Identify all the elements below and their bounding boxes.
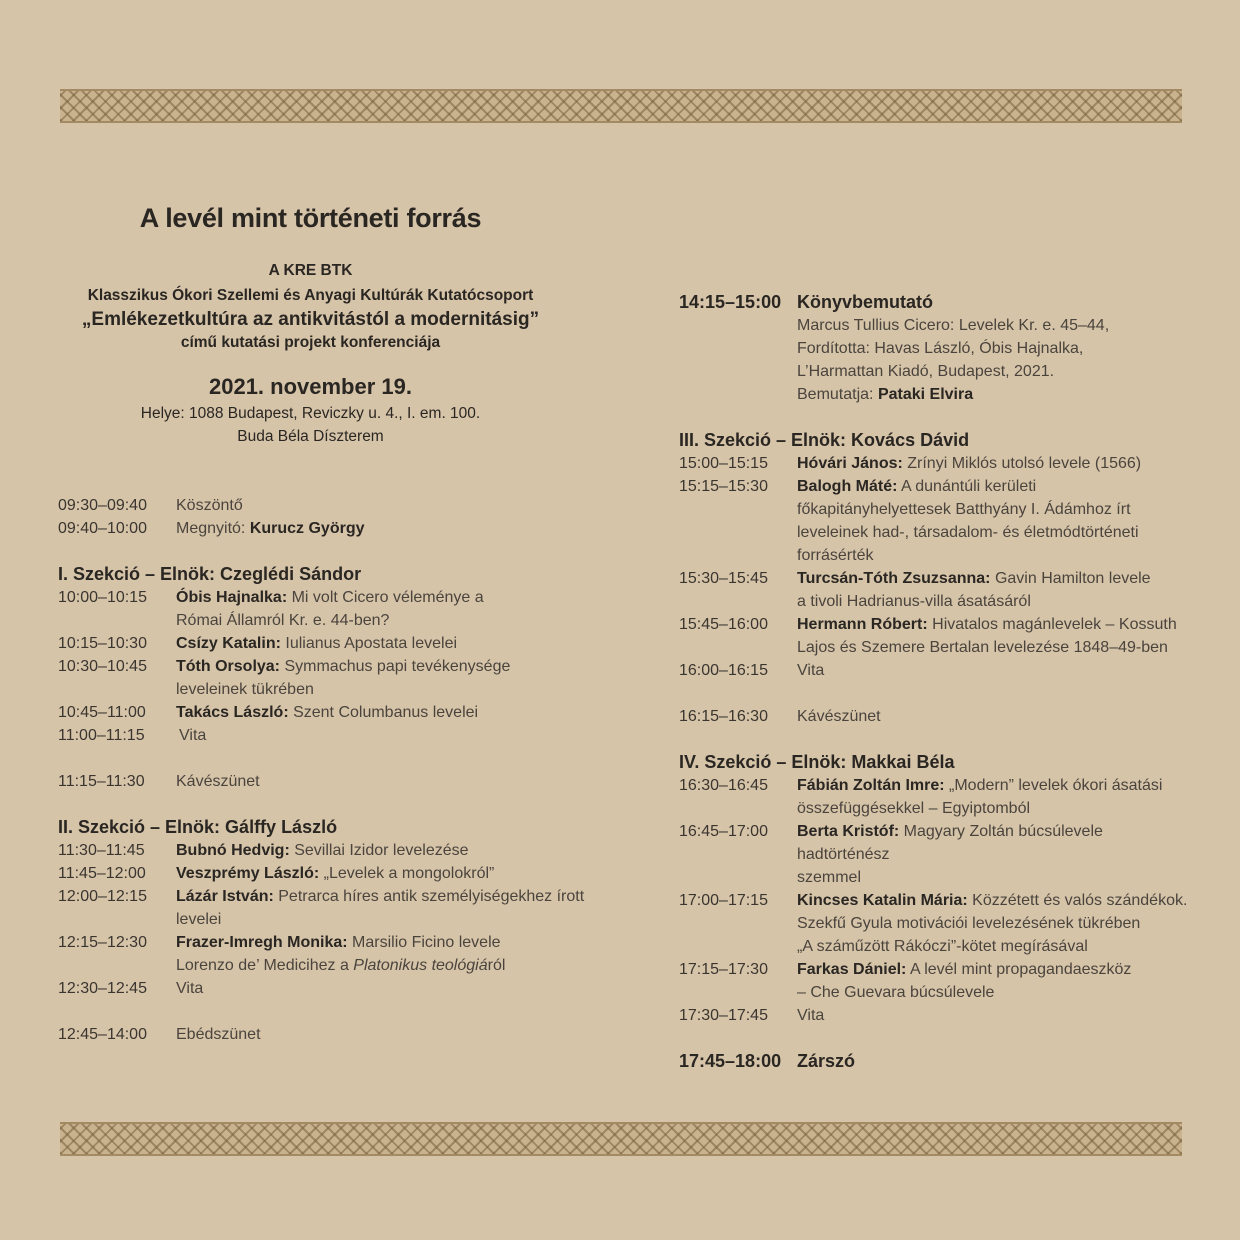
schedule-row: [58, 977, 628, 1000]
desc: [797, 475, 1199, 567]
time: 09:40–10:00: [58, 520, 147, 537]
time: 10:00–10:15: [58, 589, 147, 606]
speaker: Csízy Katalin:: [176, 635, 281, 652]
time: 16:45–17:00: [679, 823, 768, 840]
schedule-row: [58, 632, 628, 655]
intro-block: [58, 258, 563, 448]
talk-title: Iulianus Apostata levelei: [280, 635, 458, 652]
time: 17:30–17:45: [679, 1007, 768, 1024]
speaker: Farkas Dániel:: [797, 961, 907, 978]
book-line: Fordította: Havas László, Óbis Hajnalka,: [797, 340, 1084, 357]
time: 12:15–12:30: [58, 934, 147, 951]
book-line: L’Harmattan Kiadó, Budapest, 2021.: [797, 363, 1055, 380]
schedule-row: [679, 1004, 1199, 1027]
time: 15:15–15:30: [679, 478, 768, 495]
speaker: Berta Kristóf:: [797, 823, 900, 840]
desc: [797, 567, 1199, 613]
schedule-row: [679, 567, 1199, 613]
time: 11:45–12:00: [58, 865, 146, 882]
desc: [176, 885, 628, 931]
talk-title-cont: Szekfű Gyula motivációi levelezésének tükrében: [797, 915, 1141, 932]
schedule-row: [58, 931, 628, 977]
desc: [176, 839, 628, 862]
book-desc: [797, 314, 1199, 406]
talk-title: Szent Columbanus levelei: [288, 704, 479, 721]
speaker: Veszprémy László:: [176, 865, 320, 882]
speaker: Fábián Zoltán Imre:: [797, 777, 945, 794]
presenter-label: Bemutatja:: [797, 386, 878, 403]
desc: [176, 632, 628, 655]
time: 11:15–11:30: [58, 773, 145, 790]
decorative-border-bottom: [60, 1122, 1182, 1156]
time: 11:30–11:45: [58, 842, 145, 859]
desc: [797, 820, 1199, 889]
talk-title-end: ról: [487, 957, 506, 974]
time: 17:15–17:30: [679, 961, 768, 978]
speaker: Balogh Máté:: [797, 478, 898, 495]
schedule-row: [58, 885, 628, 931]
section-heading: II. Szekció – Elnök: Gálffy László: [58, 817, 338, 837]
speaker: Kurucz György: [249, 520, 365, 537]
label: Megnyitó:: [176, 520, 250, 537]
project-title: „Emlékezetkultúra az antikvitástól a modernitásig”: [81, 309, 540, 330]
talk-title: Mi volt Cicero véleménye a: [287, 589, 484, 606]
talk-title: Symmachus papi tevékenysége: [280, 658, 511, 675]
time: 16:00–16:15: [679, 662, 768, 679]
speaker: Hermann Róbert:: [797, 616, 928, 633]
section-heading: I. Szekció – Elnök: Czeglédi Sándor: [58, 564, 362, 584]
time: 17:00–17:15: [679, 892, 768, 909]
schedule-row: [679, 452, 1199, 475]
talk-title-cont: összefüggésekkel – Egyiptomból: [797, 800, 1031, 817]
talk-title: A dunántúli kerületi: [897, 478, 1037, 495]
talk-title-cont: Lorenzo de’ Medicihez a: [176, 957, 354, 974]
desc: Vita: [797, 662, 825, 679]
speaker: Tóth Orsolya:: [176, 658, 281, 675]
desc: [797, 774, 1199, 820]
talk-title: Petrarca híres antik személyiségekhez írott: [273, 888, 585, 905]
venue-room: Buda Béla Díszterem: [237, 428, 384, 445]
schedule-row: [679, 820, 1199, 889]
speaker: Hóvári János:: [797, 455, 903, 472]
schedule-row: [58, 586, 628, 632]
talk-title: A levél mint propagandaeszköz: [906, 961, 1132, 978]
desc: [176, 655, 628, 701]
time: 17:45–18:00: [679, 1051, 782, 1071]
schedule-row: [58, 494, 628, 517]
desc: [797, 889, 1199, 958]
schedule-row: [679, 613, 1199, 659]
book-line: Marcus Tullius Cicero: Levelek Kr. e. 45–44,: [797, 317, 1110, 334]
desc: [797, 958, 1199, 1004]
book-presentation-row: [679, 291, 1199, 314]
page-title: A levél mint történeti forrás: [139, 203, 482, 233]
schedule-row: [58, 839, 628, 862]
schedule-row: [679, 659, 1199, 682]
time: 09:30–09:40: [58, 497, 147, 514]
schedule-row: [679, 889, 1199, 958]
break-row: [679, 705, 1199, 728]
schedule-row: [58, 655, 628, 701]
time: 10:15–10:30: [58, 635, 147, 652]
talk-title: „Levelek a mongolokról”: [319, 865, 495, 882]
talk-title: Hivatalos magánlevelek – Kossuth: [927, 616, 1177, 633]
desc: [176, 586, 628, 632]
speaker: Turcsán-Tóth Zsuzsanna:: [797, 570, 991, 587]
speaker: Kincses Katalin Mária:: [797, 892, 968, 909]
closing-row: [679, 1050, 1199, 1073]
talk-title: „Modern” levelek ókori ásatási: [944, 777, 1163, 794]
time: 15:45–16:00: [679, 616, 768, 633]
org-line-1: A KRE BTK: [268, 262, 353, 279]
talk-title-cont: leveleinek had-, társadalom- és életmódtörténeti: [797, 524, 1139, 541]
time: 14:15–15:00: [679, 292, 782, 312]
time: 12:00–12:15: [58, 888, 147, 905]
talk-title-cont: szemmel: [797, 869, 862, 886]
org-line-2: Klasszikus Ókori Szellemi és Anyagi Kultúrák Kutatócsoport: [87, 287, 534, 304]
desc: [176, 701, 628, 724]
talk-title-cont: „A száműzött Rákóczi”-kötet megírásával: [797, 938, 1088, 955]
schedule-row: [58, 701, 628, 724]
talk-title-italic: Platonikus teológiá: [353, 957, 488, 974]
desc: [176, 862, 628, 885]
speaker: Frazer-Imregh Monika:: [176, 934, 348, 951]
time: 12:45–14:00: [58, 1026, 147, 1043]
schedule-row: [58, 862, 628, 885]
venue-address: Helye: 1088 Budapest, Reviczky u. 4., I. em. 100.: [140, 405, 481, 422]
talk-title: Zrínyi Miklós utolsó levele (1566): [902, 455, 1142, 472]
desc: Vita: [176, 980, 204, 997]
speaker: Óbis Hajnalka:: [176, 589, 288, 606]
project-subtitle: című kutatási projekt konferenciája: [180, 334, 441, 351]
time: 16:30–16:45: [679, 777, 768, 794]
desc: [797, 613, 1199, 659]
talk-title-cont: Római Államról Kr. e. 44-ben?: [176, 612, 390, 629]
left-schedule: [58, 494, 628, 1046]
desc: [176, 931, 628, 977]
desc: Ebédszünet: [176, 1026, 261, 1043]
speaker: Takács László:: [176, 704, 289, 721]
talk-title-cont: Lajos és Szemere Bertalan levelezése 1848–49-ben: [797, 639, 1168, 656]
schedule-row: [679, 774, 1199, 820]
section-heading: III. Szekció – Elnök: Kovács Dávid: [679, 430, 970, 450]
talk-title-cont: főkapitányhelyettesek Batthyány I. Ádámhoz írt: [797, 501, 1131, 518]
right-schedule: [679, 291, 1199, 1073]
time: 16:15–16:30: [679, 708, 768, 725]
talk-title: Magyary Zoltán búcsúlevele hadtörténész: [797, 823, 1103, 863]
talk-title-cont: – Che Guevara búcsúlevele: [797, 984, 995, 1001]
speaker: Lázár István:: [176, 888, 274, 905]
time: 15:30–15:45: [679, 570, 768, 587]
desc: [797, 452, 1199, 475]
presenter: Pataki Elvira: [877, 386, 974, 403]
talk-title: Marsilio Ficino levele: [347, 934, 501, 951]
talk-title: Közzétett és valós szándékok.: [967, 892, 1188, 909]
break-row: [58, 1023, 628, 1046]
book-heading: Könyvbemutató: [797, 292, 934, 312]
schedule-row: [58, 724, 628, 747]
desc: Vita: [797, 1007, 825, 1024]
talk-title-cont: leveleinek tükrében: [176, 681, 314, 698]
talk-title: Gavin Hamilton levele: [990, 570, 1151, 587]
section-heading: IV. Szekció – Elnök: Makkai Béla: [679, 752, 955, 772]
talk-title-cont: forrásérték: [797, 547, 874, 564]
time: 11:00–11:15: [58, 727, 145, 744]
time: 15:00–15:15: [679, 455, 768, 472]
schedule-row: [679, 958, 1199, 1004]
time: 10:30–10:45: [58, 658, 147, 675]
speaker: Bubnó Hedvig:: [176, 842, 290, 859]
desc: Kávészünet: [797, 708, 881, 725]
closing-text: Zárszó: [797, 1051, 856, 1071]
desc: Köszöntő: [176, 497, 243, 514]
break-row: [58, 770, 628, 793]
time: 12:30–12:45: [58, 980, 147, 997]
decorative-border-top: [60, 89, 1182, 123]
conference-date: 2021. november 19.: [208, 374, 412, 399]
desc: Kávészünet: [176, 773, 260, 790]
talk-title-cont: levelei: [176, 911, 222, 928]
book-details: [679, 314, 1199, 406]
desc: Vita: [179, 727, 207, 744]
schedule-row: [58, 517, 628, 540]
talk-title-cont: a tivoli Hadrianus-villa ásatásáról: [797, 593, 1031, 610]
time: 10:45–11:00: [58, 704, 146, 721]
desc: [176, 517, 628, 540]
schedule-row: [679, 475, 1199, 567]
talk-title: Sevillai Izidor levelezése: [289, 842, 469, 859]
